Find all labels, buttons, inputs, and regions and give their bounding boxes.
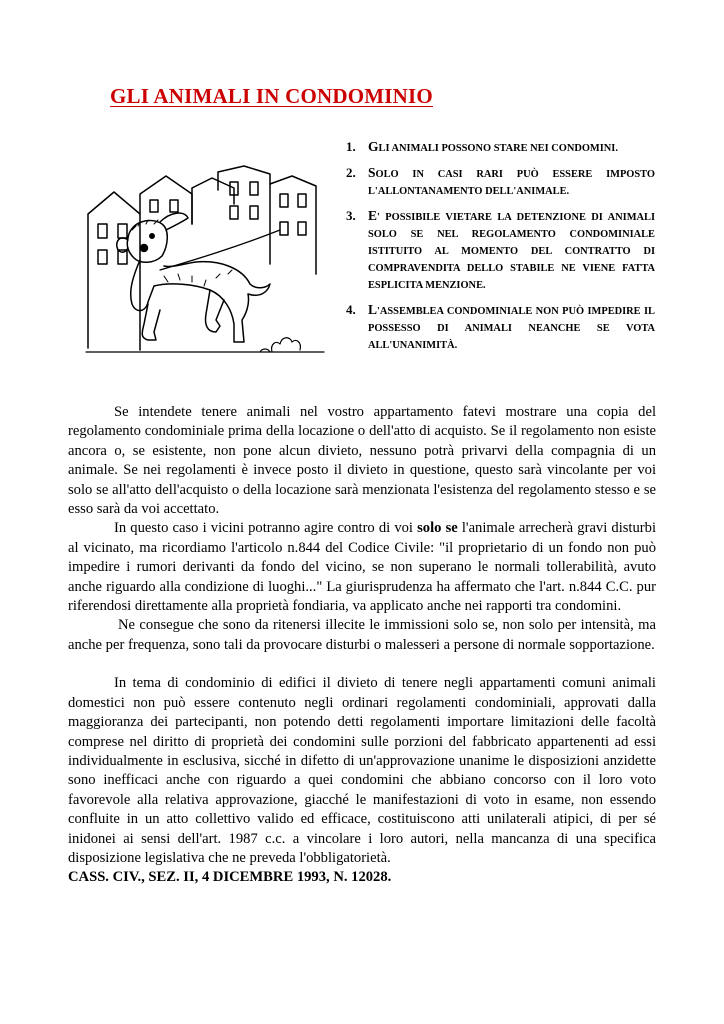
court-citation: CASS. CIV., SEZ. II, 4 DICEMBRE 1993, N. 12028. xyxy=(68,869,392,886)
emphasis-solo-se: solo se xyxy=(417,520,458,537)
list-item xyxy=(346,207,655,294)
paragraph-2-start: In questo caso i vicini potranno agire contro di voi xyxy=(114,520,418,537)
list-item-text: 'ASSEMBLEA CONDOMINIALE NON PUÒ IMPEDIRE IL POSSESSO DI ANIMALI NEANCHE SE VOTA ALL'UNANIMITÀ. xyxy=(368,306,655,351)
article-body xyxy=(68,403,656,888)
drop-letter: E xyxy=(368,208,378,223)
list-item-number: 4. xyxy=(346,302,356,317)
list-item-text: LI ANIMALI POSSONO STARE NEI CONDOMINI. xyxy=(378,143,618,154)
list-item-number: 1. xyxy=(346,139,356,154)
list-item xyxy=(346,301,655,354)
dog-illustration-icon xyxy=(84,164,328,360)
list-item xyxy=(346,164,655,200)
drop-letter: L xyxy=(368,302,378,317)
paragraph-2 xyxy=(68,519,656,616)
page-title: GLI ANIMALI IN CONDOMINIO xyxy=(110,84,433,108)
key-points-list xyxy=(346,138,655,361)
drop-letter: S xyxy=(368,165,376,180)
dog-on-leash-with-houses-illustration xyxy=(84,164,328,360)
drop-letter: G xyxy=(368,139,379,154)
paragraph-2-rest: l'animale arrecherà gravi disturbi al vicinato, ma ricordiamo l'articolo n.844 del Codice Civile: "il proprietario di un fondo non può impedire i rumori derivanti da fondo del vicino, se non superano le normali tollerabilità, avuto anche riguardo alla condizione di luoghi..." La giurisprudenza ha affermato che l'art. n.844 C.C. pur riferendosi direttamente alla proprietà fondiaria, va applicato anche nei rapporti tra condomini. xyxy=(68,520,656,615)
paragraph-1: Se intendete tenere animali nel vostro appartamento fatevi mostrare una copia del regolamento condominiale prima della locazione o dell'atto di acquisto. Se il regolamento non esiste ancora o, se esistente, non pone alcun divieto, nessuno potrà privarvi della compagnia di un animale. Se nei regolamenti è invece posto il divieto in questione, questo sarà vincolante per voi solo se all'atto dell'acquisto o della locazione sarà menzionata l'esistenza del regolamento stesso e se esso sarà da voi accettato. xyxy=(68,404,656,518)
list-item-text: ' POSSIBILE VIETARE LA DETENZIONE DI ANIMALI SOLO SE NEL REGOLAMENTO CONDOMINIALE ISTITUITO AL MOMENTO DEL CONTRATTO DI COMPRAVENDITA DELLO STABILE NE VIENE FATTA ESPLICITA MENZIONE. xyxy=(368,212,655,291)
list-item-number: 3. xyxy=(346,208,356,223)
paragraph-4: In tema di condominio di edifici il divieto di tenere negli appartamenti comuni animali domestici non può essere contenuto negli ordinari regolamenti condominiali, approvati dalla maggioranza dei partecipanti, non potendo detti regolamenti importare limitazioni delle facoltà comprese nel diritto di proprietà dei condomini sulle porzioni del fabbricato appartenenti ad essi individualmente in esclusiva, sicché in difetto di un'approvazione unanime le disposizioni anzidette sono inefficaci anche con riguardo a quei condomini che abbiano concorso con il loro voto favorevole alla relativa approvazione, giacché le manifestazioni di voto in esame, non essendo confluite in un atto collettivo valido ed efficace, costituiscono atti unilaterali atipici, di per sé inidonei ai sensi dell'art. 1987 c.c. a vincolare i loro autori, nella mancanza di una specifica disposizione legislativa che ne preveda l'obbligatorietà. xyxy=(68,675,656,866)
list-item-number: 2. xyxy=(346,165,356,180)
paragraph-3: Ne consegue che sono da ritenersi illecite le immissioni solo se, non solo per intensità, ma anche per frequenza, sono tali da provocare disturbi o malesseri a persone di normale sopportazione. xyxy=(68,617,656,653)
list-item xyxy=(346,138,655,157)
list-item-text: OLO IN CASI RARI PUÒ ESSERE IMPOSTO L'ALLONTANAMENTO DELL'ANIMALE. xyxy=(368,169,655,197)
